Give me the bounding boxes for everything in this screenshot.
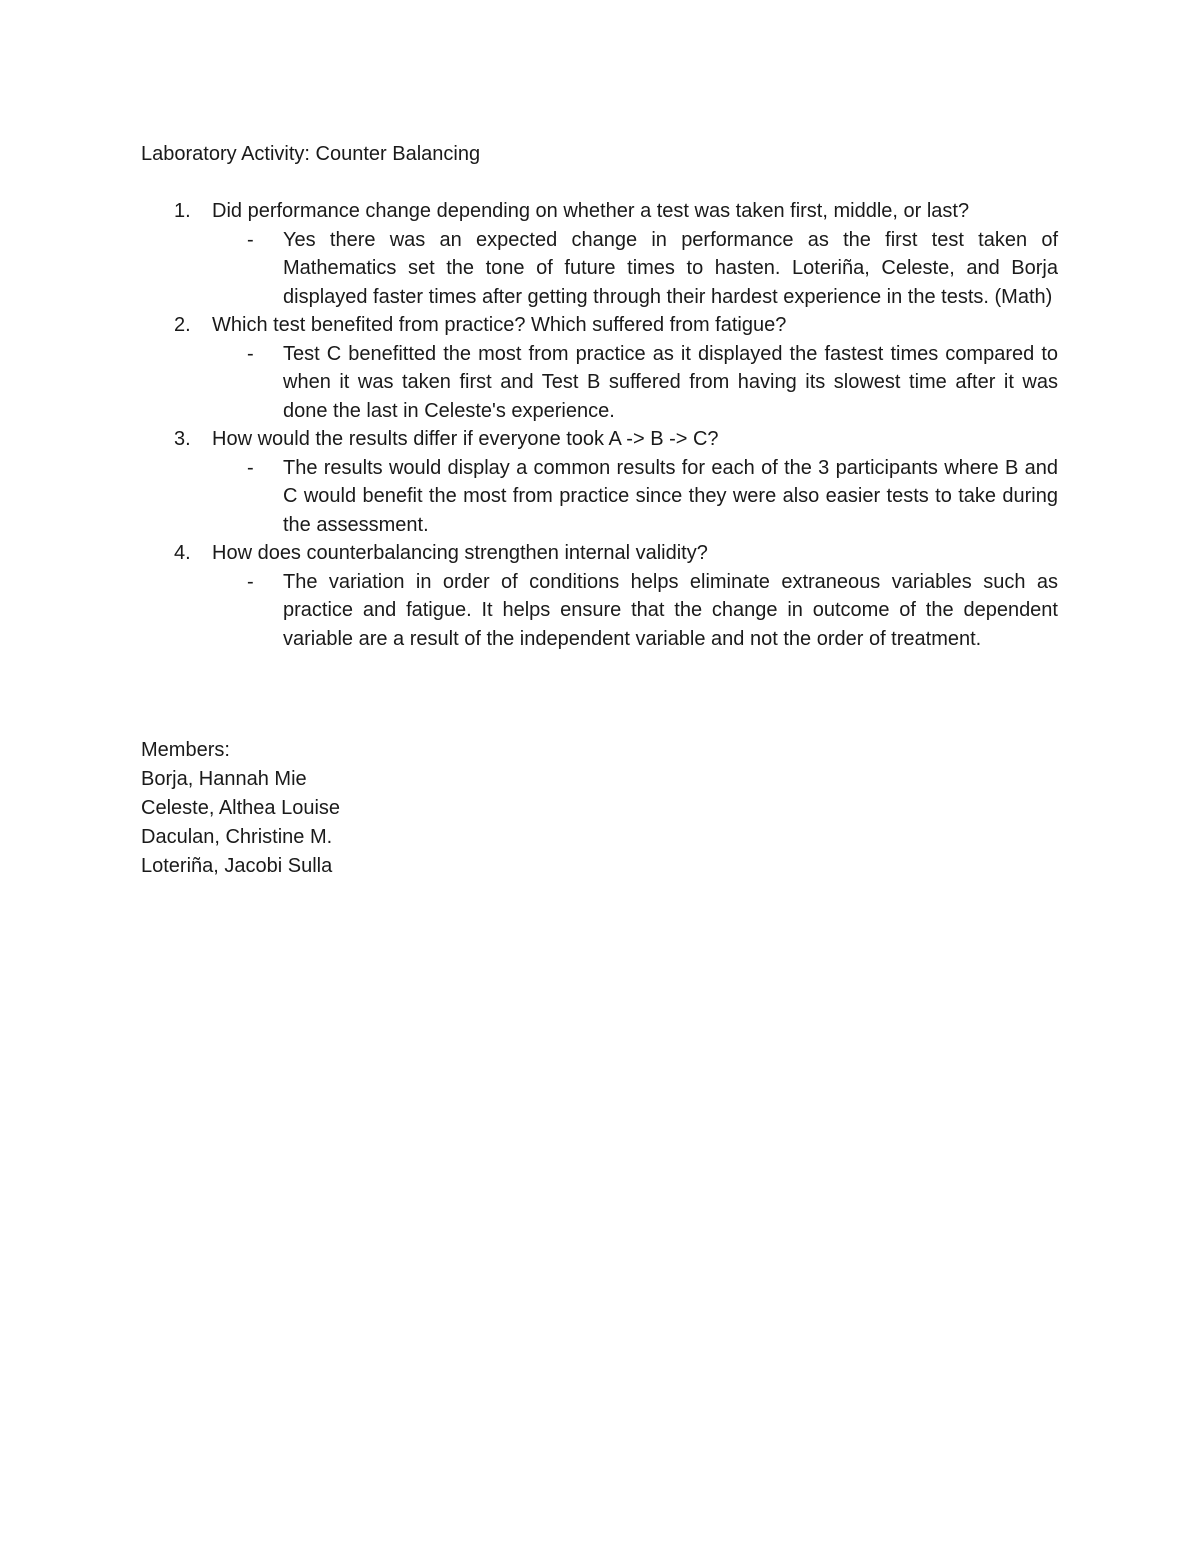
- answer-text: Test C benefitted the most from practice as it displayed the fastest times compared to when it was taken first and Test B suffered from having its slowest time after it was done the last in Celeste's experience.: [283, 342, 1058, 422]
- question-text: Did performance change depending on whether a test was taken first, middle, or last?: [212, 200, 970, 222]
- answer-item: [141, 454, 1058, 540]
- member-name: Daculan, Christine M.: [141, 826, 333, 848]
- answer-text: Yes there was an expected change in performance as the first test taken of Mathematics set the tone of future times to hasten. Loteriña, Celeste, and Borja displayed faster times after getting through their hardest experience in the tests. (Math): [283, 228, 1058, 308]
- question-item: [141, 425, 1058, 539]
- question-text: Which test benefited from practice? Which suffered from fatigue?: [212, 314, 787, 336]
- answer-bullet: -: [247, 456, 254, 479]
- question-number: 3.: [174, 428, 191, 450]
- answer-item: [141, 340, 1058, 426]
- member-name: Loteriña, Jacobi Sulla: [141, 855, 333, 877]
- document-title: Laboratory Activity: Counter Balancing: [141, 143, 481, 165]
- answer-bullet: -: [247, 228, 254, 251]
- question-number: 2.: [174, 314, 191, 336]
- question-text: How would the results differ if everyone took A -> B -> C?: [212, 428, 719, 450]
- members-label: Members:: [141, 739, 230, 761]
- answer-item: [141, 226, 1058, 312]
- question-number: 1.: [174, 200, 191, 222]
- member-name: Borja, Hannah Mie: [141, 768, 307, 790]
- question-text: How does counterbalancing strengthen internal validity?: [212, 542, 708, 564]
- question-item: [141, 311, 1058, 425]
- members-section: [141, 736, 340, 881]
- question-number: 4.: [174, 542, 191, 564]
- answer-bullet: -: [247, 342, 254, 365]
- answer-item: [141, 568, 1058, 654]
- answer-text: The variation in order of conditions helps eliminate extraneous variables such as practice and fatigue. It helps ensure that the change in outcome of the dependent variable are a result of the independent variable and not the order of treatment.: [283, 570, 1058, 650]
- member-name: Celeste, Althea Louise: [141, 797, 341, 819]
- question-list: [141, 197, 1058, 653]
- answer-bullet: -: [247, 570, 254, 593]
- question-item: [141, 539, 1058, 653]
- answer-text: The results would display a common results for each of the 3 participants where B and C would benefit the most from practice since they were also easier tests to take during the assessment.: [283, 456, 1058, 536]
- question-item: [141, 197, 1058, 311]
